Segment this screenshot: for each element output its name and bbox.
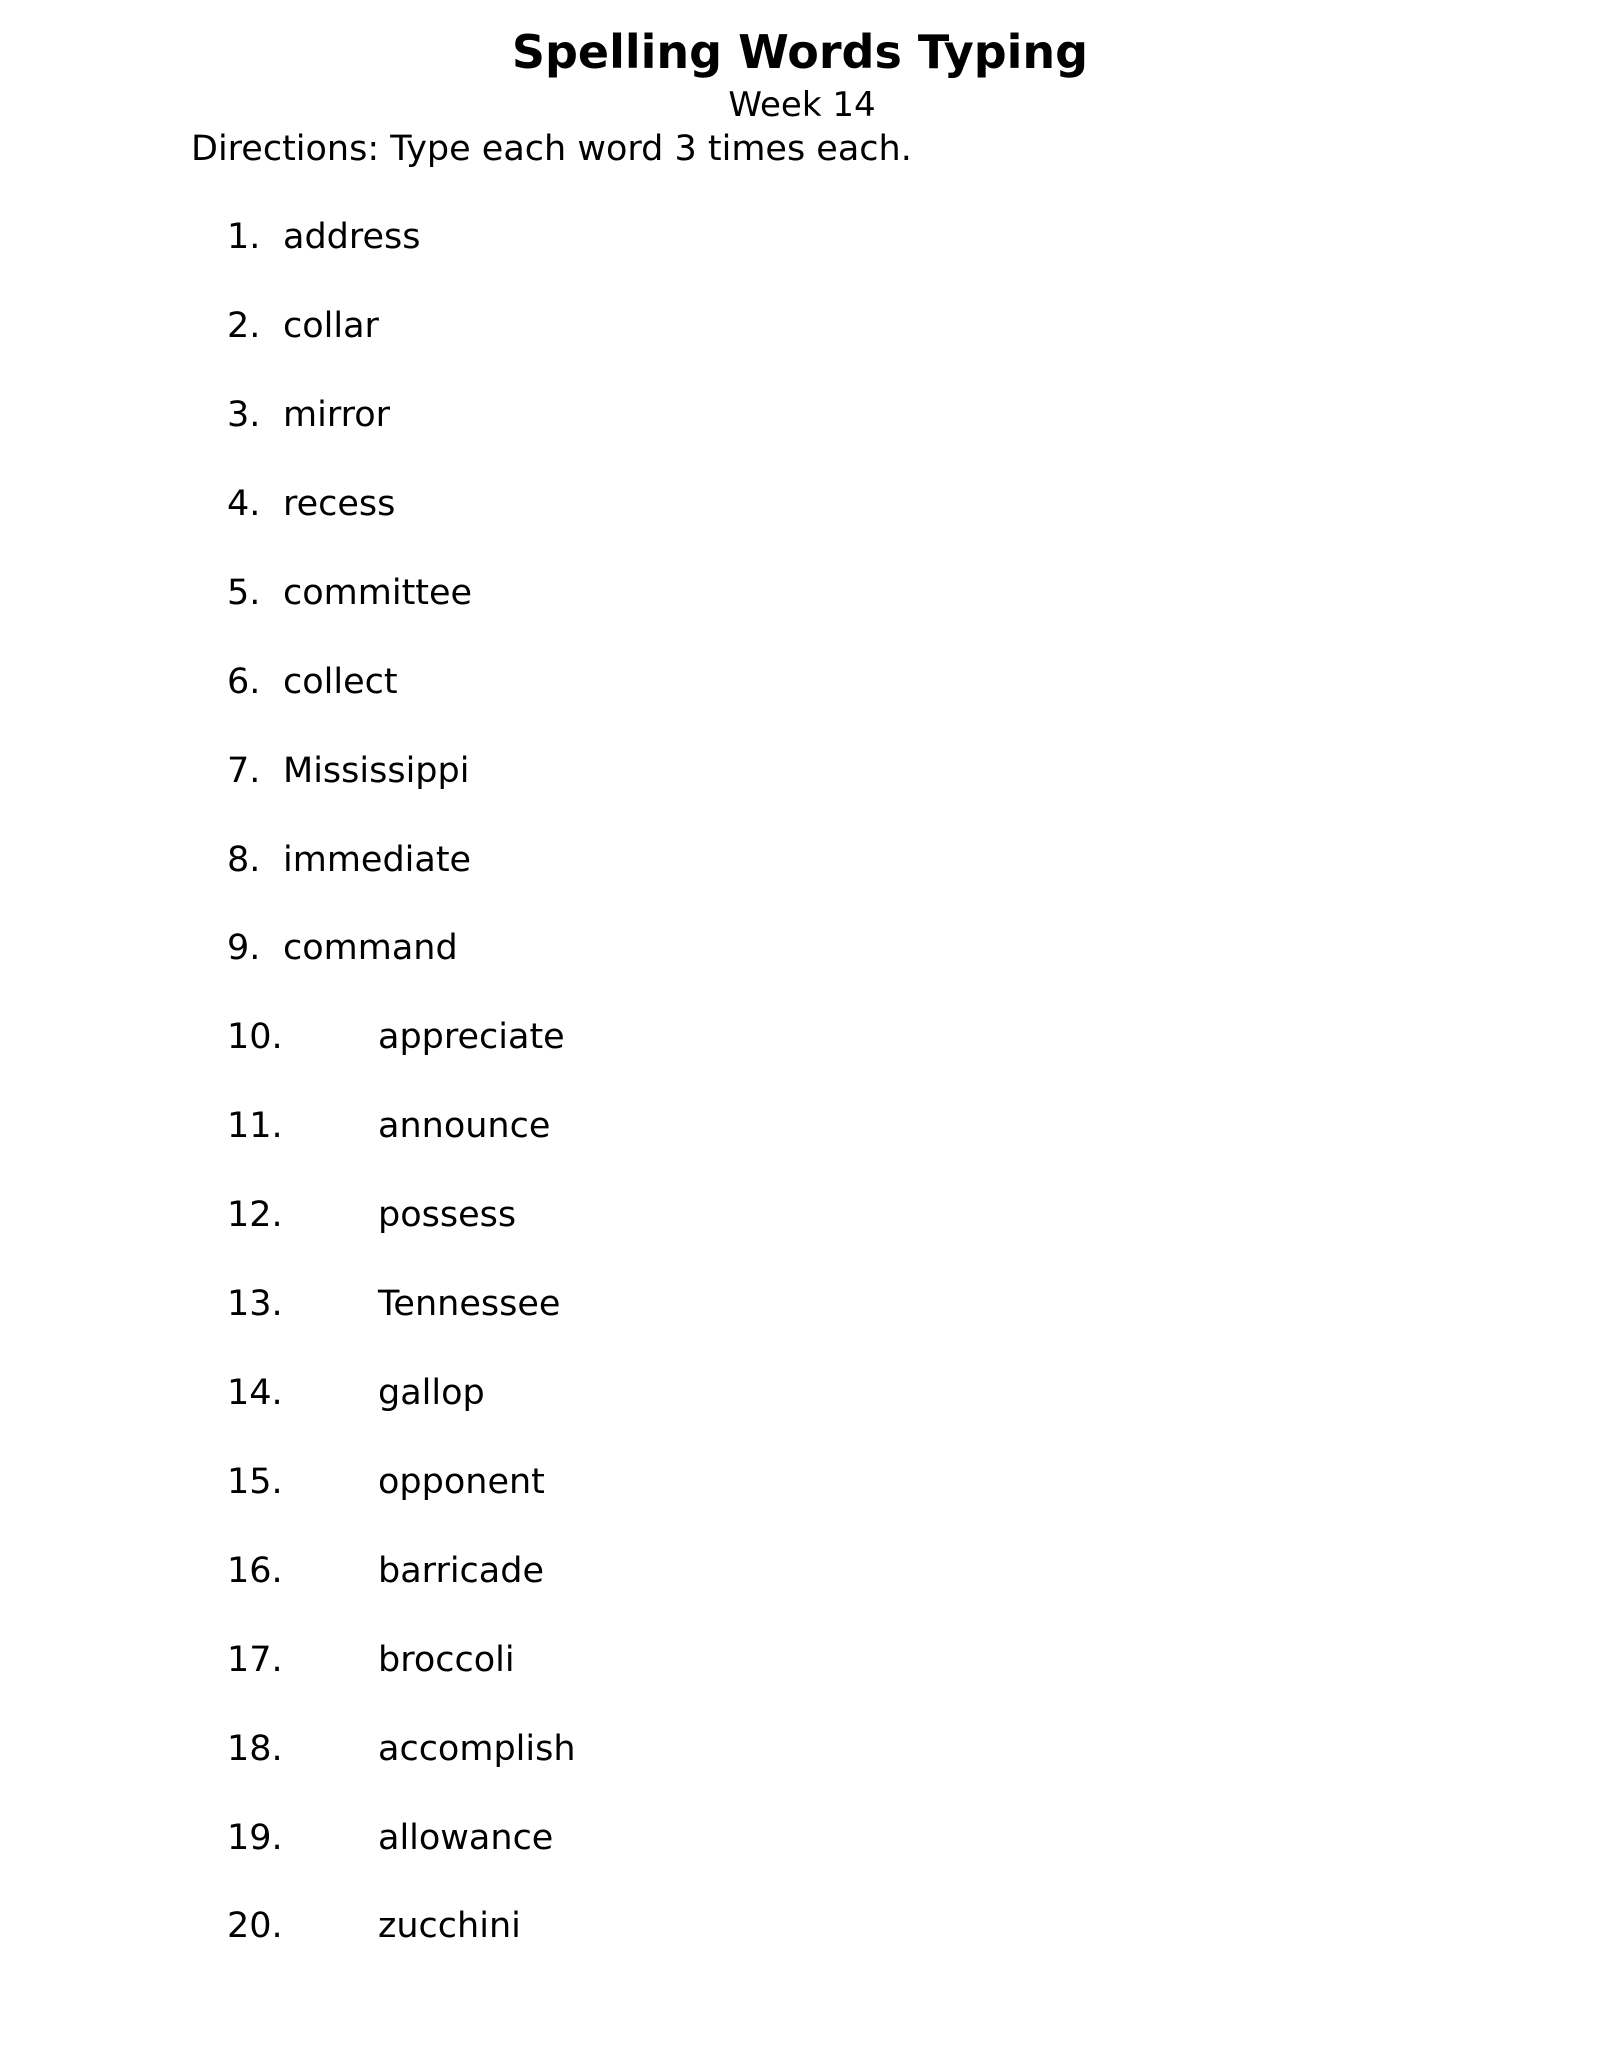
item-number: 2. <box>227 306 261 346</box>
item-number: 6. <box>227 662 261 702</box>
week-label: Week 14 <box>728 85 876 125</box>
list-item <box>0 1462 1600 1502</box>
item-number: 4. <box>227 484 261 524</box>
spelling-word: immediate <box>283 840 472 880</box>
item-number: 12. <box>227 1195 283 1235</box>
spelling-word: allowance <box>378 1818 554 1858</box>
spelling-word: recess <box>283 484 396 524</box>
list-item <box>0 306 1600 346</box>
list-item <box>0 928 1600 968</box>
list-item <box>0 573 1600 613</box>
spelling-word: collect <box>283 662 398 702</box>
list-item <box>0 484 1600 524</box>
spelling-word: Tennessee <box>378 1284 561 1324</box>
item-number: 1. <box>227 217 261 257</box>
spelling-word: opponent <box>378 1462 545 1502</box>
list-item <box>0 751 1600 791</box>
item-number: 7. <box>227 751 261 791</box>
list-item <box>0 1373 1600 1413</box>
spelling-word: appreciate <box>378 1017 565 1057</box>
item-number: 8. <box>227 840 261 880</box>
list-item <box>0 1106 1600 1146</box>
item-number: 5. <box>227 573 261 613</box>
list-item <box>0 1284 1600 1324</box>
list-item <box>0 1906 1600 1946</box>
spelling-word: committee <box>283 573 473 613</box>
item-number: 17. <box>227 1640 283 1680</box>
spelling-word: collar <box>283 306 379 346</box>
spelling-word: zucchini <box>378 1906 521 1946</box>
directions-text: Directions: Type each word 3 times each. <box>191 129 912 169</box>
list-item <box>0 662 1600 702</box>
list-item <box>0 1195 1600 1235</box>
spelling-word: mirror <box>283 395 391 435</box>
list-item <box>0 1640 1600 1680</box>
item-number: 15. <box>227 1462 283 1502</box>
item-number: 20. <box>227 1906 283 1946</box>
list-item <box>0 395 1600 435</box>
item-number: 19. <box>227 1818 283 1858</box>
item-number: 9. <box>227 928 261 968</box>
spelling-word: gallop <box>378 1373 485 1413</box>
spelling-word: accomplish <box>378 1729 576 1769</box>
spelling-word: broccoli <box>378 1640 515 1680</box>
spelling-word: Mississippi <box>283 751 470 791</box>
item-number: 16. <box>227 1551 283 1591</box>
item-number: 13. <box>227 1284 283 1324</box>
item-number: 10. <box>227 1017 283 1057</box>
list-item <box>0 840 1600 880</box>
spelling-word: barricade <box>378 1551 544 1591</box>
list-item <box>0 1818 1600 1858</box>
list-item <box>0 217 1600 257</box>
item-number: 3. <box>227 395 261 435</box>
spelling-word: possess <box>378 1195 517 1235</box>
page-title: Spelling Words Typing <box>511 25 1089 79</box>
item-number: 18. <box>227 1729 283 1769</box>
item-number: 14. <box>227 1373 283 1413</box>
spelling-word: command <box>283 928 458 968</box>
item-number: 11. <box>227 1106 283 1146</box>
list-item <box>0 1017 1600 1057</box>
list-item <box>0 1729 1600 1769</box>
spelling-word: address <box>283 217 421 257</box>
spelling-word: announce <box>378 1106 551 1146</box>
list-item <box>0 1551 1600 1591</box>
